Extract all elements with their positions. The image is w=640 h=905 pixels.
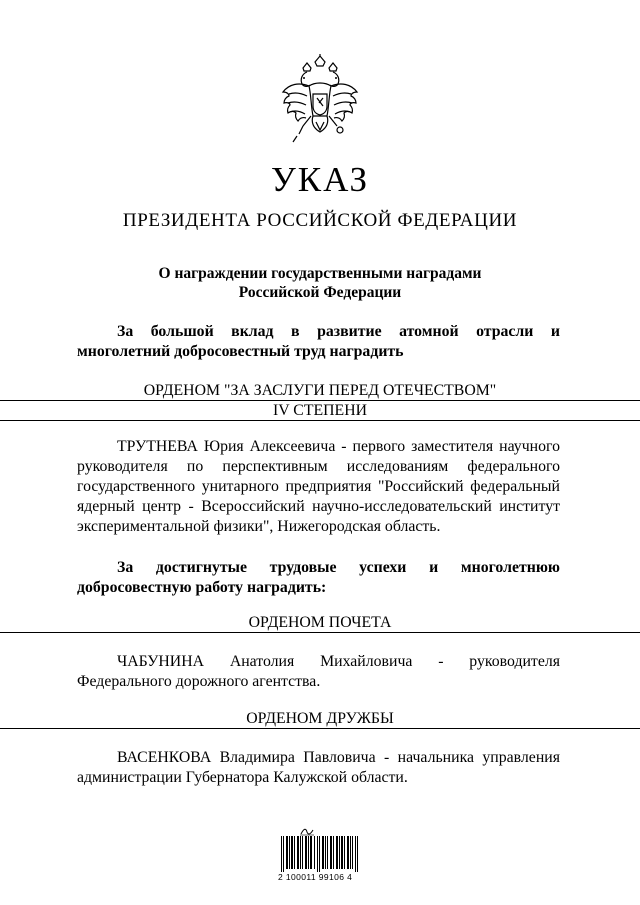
handwritten-mark-icon	[300, 826, 314, 836]
heading-line: О награждении государственными наградами	[158, 265, 482, 282]
awardee-line: государственного унитарного предприятия "Российский федеральный	[77, 478, 560, 495]
awardee-line: ВАСЕНКОВА Владимира Павловича - начальника управления	[117, 749, 560, 766]
intro-line: За большой вклад в развитие атомной отрасли и	[117, 323, 560, 340]
order-title-line: IV СТЕПЕНИ	[0, 401, 640, 421]
section1-intro	[77, 322, 560, 362]
awardee-line: Федерального дорожного агентства.	[77, 673, 321, 690]
awardee-line	[77, 437, 560, 457]
coat-of-arms-icon	[277, 52, 363, 150]
order-merit-title	[0, 381, 640, 421]
awardee-line: ЧАБУНИНА Анатолия Михайловича - руководителя	[117, 653, 560, 670]
intro-line: многолетний добросовестный труд наградить	[77, 343, 404, 360]
heading-line: Российской Федерации	[238, 284, 402, 301]
document-subtitle: ПРЕЗИДЕНТА РОССИЙСКОЙ ФЕДЕРАЦИИ	[122, 210, 518, 231]
document-title: УКАЗ	[270, 160, 370, 199]
awardee-line: ядерный центр - Всероссийский научно-исследовательский институт	[77, 498, 560, 515]
awardee-chabunin	[77, 652, 560, 692]
awardee-vasenkov	[77, 748, 560, 788]
awardee-name: ТРУТНЕВА Юрия Алексеевича	[117, 438, 336, 455]
order-title-line: ОРДЕНОМ ПОЧЕТА	[0, 613, 640, 633]
order-title-line: ОРДЕНОМ ДРУЖБЫ	[0, 709, 640, 729]
awardee-line: руководителя по перспективным исследованиям федерального	[77, 458, 560, 475]
barcode-number: 2 100011 99106 4	[278, 872, 353, 882]
awardee-line: экспериментальной физики", Нижегородская область.	[77, 518, 441, 535]
section2-intro	[77, 558, 560, 598]
awardee-text: - первого заместителя научного	[335, 438, 560, 455]
order-title-line: ОРДЕНОМ "ЗА ЗАСЛУГИ ПЕРЕД ОТЕЧЕСТВОМ"	[0, 381, 640, 401]
intro-line: За достигнутые трудовые успехи и многолетнюю	[117, 559, 560, 576]
document-heading	[0, 264, 640, 302]
barcode-icon	[280, 836, 360, 872]
awardee-trutnev	[77, 437, 560, 537]
order-friendship-title	[0, 709, 640, 729]
awardee-line: администрации Губернатора Калужской области.	[77, 769, 408, 786]
intro-line: добросовестную работу наградить:	[77, 579, 327, 596]
order-honour-title	[0, 613, 640, 633]
